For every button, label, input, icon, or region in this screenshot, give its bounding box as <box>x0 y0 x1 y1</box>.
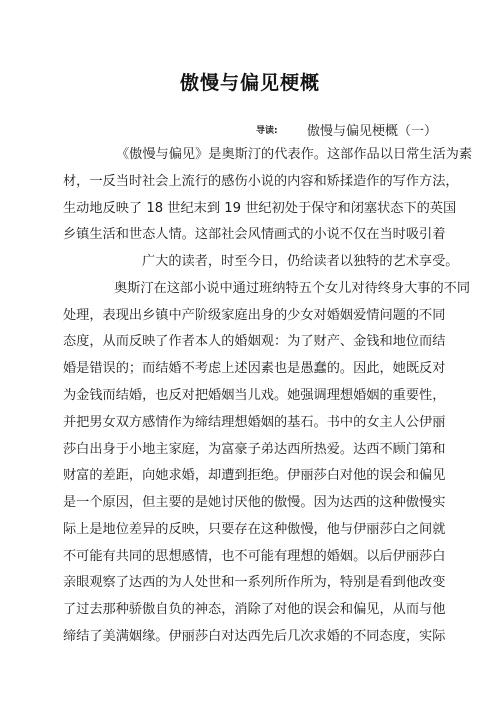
page-title: 傲慢与偏见梗概 <box>179 72 320 94</box>
text-line: 态度，从而反映了作者本人的婚姻观：为了财产、金钱和地位而结 <box>63 334 446 349</box>
text-line: 婚是错误的；而结婚不考虑上述因素也是愚蠢的。因此，她既反对 <box>63 361 446 376</box>
text-line: 缔结了美满姻缘。伊丽莎白对达西先后几次求婚的不同态度，实际 <box>63 629 446 644</box>
text-line: 乡镇生活和世态人情。这部社会风情画式的小说不仅在当时吸引着 <box>63 227 446 242</box>
guide-row <box>0 120 500 140</box>
text-line: 莎白出身于小地主家庭，为富豪子弟达西所热爱。达西不顾门第和 <box>63 442 446 457</box>
text-line: 了过去那种骄傲自负的神态，消除了对他的误会和偏见，从而与他 <box>63 602 446 617</box>
text-line: 奥斯汀在这部小说中通过班纳特五个女儿对待终身大事的不同 <box>114 281 471 296</box>
text-line: 并把男女双方感情作为缔结理想婚姻的基石。书中的女主人公伊丽 <box>63 415 446 430</box>
text-line: 不可能有共同的思想感情，也不可能有理想的婚姻。以后伊丽莎白 <box>63 549 446 564</box>
text-line: 是一个原因，但主要的是她讨厌他的傲慢。因为达西的这种傲慢实 <box>63 495 446 510</box>
guide-text: 傲慢与偏见梗概（一） <box>307 124 438 139</box>
text-line: 财富的差距，向她求婚，却遭到拒绝。伊丽莎白对他的误会和偏见 <box>63 468 446 483</box>
text-line: 生动地反映了 18 世纪末到 19 世纪初处于保守和闭塞状态下的英国 <box>63 201 457 216</box>
text-line: 为金钱而结婚，也反对把婚姻当儿戏。她强调理想婚姻的重要性， <box>63 388 446 403</box>
text-line: 广大的读者，时至今日，仍给读者以独特的艺术享受。 <box>142 254 459 269</box>
guide-label: 导读: <box>256 126 278 136</box>
text-line: 亲眼观察了达西的为人处世和一系列所作所为，特别是看到他改变 <box>63 575 446 590</box>
text-line: 材，一反当时社会上流行的感伤小说的内容和矫揉造作的写作方法， <box>63 174 459 189</box>
text-line: 际上是地位差异的反映，只要存在这种傲慢，他与伊丽莎白之间就 <box>63 522 446 537</box>
text-line: 《傲慢与偏见》是奥斯汀的代表作。这部作品以日常生活为素 <box>116 147 473 162</box>
text-line: 处理，表现出乡镇中产阶级家庭出身的少女对婚姻爱情问题的不同 <box>63 308 446 323</box>
